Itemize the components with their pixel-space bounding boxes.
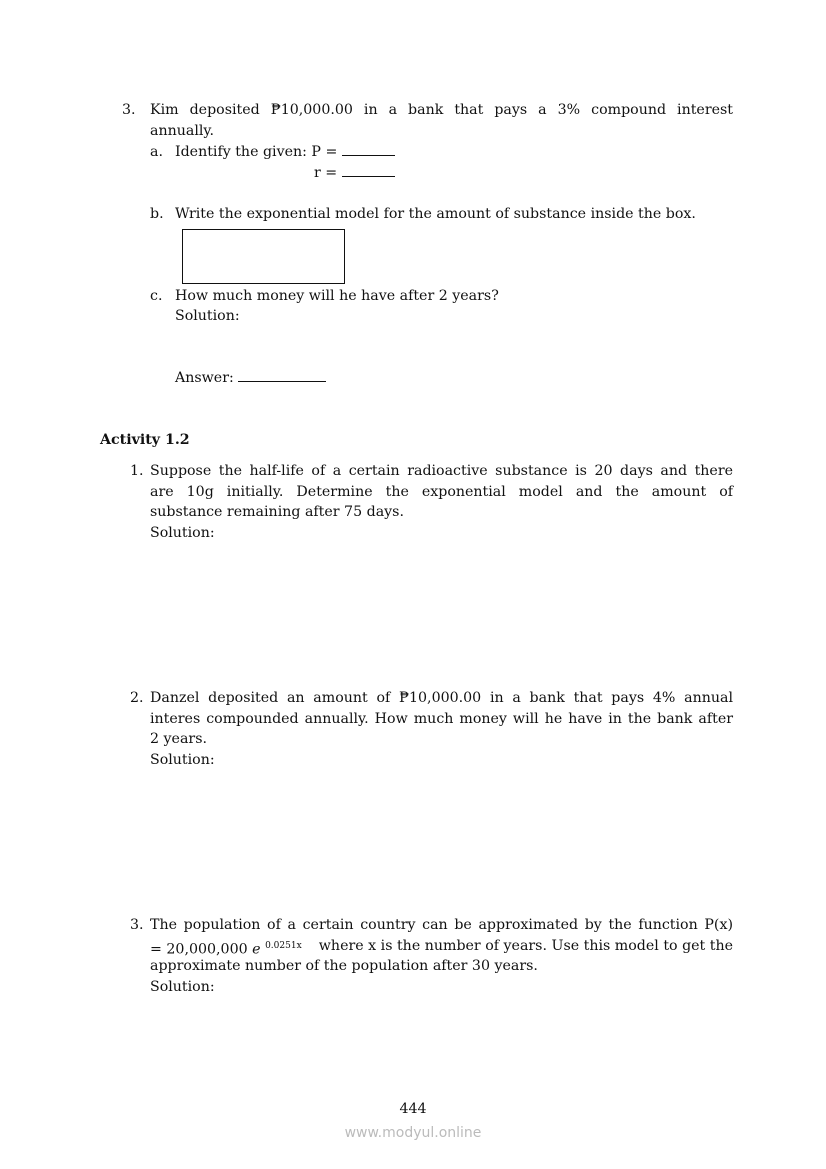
formula-exponent: 0.0251x	[265, 941, 302, 951]
item-text: interes compounded annually. How much money will he have in the bank after	[150, 711, 733, 727]
item-text: substance remaining after 75 days.	[150, 504, 404, 520]
r-line	[314, 164, 395, 182]
item-number: 1.	[130, 463, 144, 479]
answer-line	[175, 369, 326, 387]
item-text: Suppose the half-life of a certain radioactive substance is 20 days and there	[150, 463, 733, 479]
answer-label: Answer:	[175, 370, 234, 386]
page-number: 444	[399, 1101, 427, 1117]
item-text: approximate number of the population after 30 years.	[150, 958, 538, 974]
watermark: www.modyul.online	[344, 1125, 482, 1141]
subitem-c-text: How much money will he have after 2 years?	[175, 288, 499, 304]
item-number: 3.	[130, 917, 144, 933]
question-text: Kim deposited ₱10,000.00 in a bank that pays a 3% compound interest	[150, 102, 733, 118]
solution-label: Solution:	[150, 525, 215, 541]
subitem-letter: c.	[150, 288, 163, 304]
p-blank[interactable]	[342, 143, 395, 156]
formula-text	[150, 937, 302, 959]
question-text: annually.	[150, 123, 215, 139]
item-text: 2 years.	[150, 731, 207, 747]
item-number: 2.	[130, 690, 144, 706]
subitem-letter: b.	[150, 206, 164, 222]
subitem-a-label: Identify the given: P =	[175, 144, 338, 160]
subitem-a-text	[175, 143, 395, 161]
item-formula-line	[150, 937, 733, 959]
formula-e: e	[252, 941, 261, 958]
formula-coefficient: = 20,000,000	[150, 941, 248, 958]
answer-box[interactable]	[182, 229, 345, 284]
item-text: are 10g initially. Determine the exponential model and the amount of	[150, 484, 733, 500]
r-blank[interactable]	[342, 164, 395, 177]
r-label: r =	[314, 165, 338, 181]
activity-heading: Activity 1.2	[100, 432, 190, 448]
solution-label: Solution:	[150, 979, 215, 995]
item-text: where x is the number of years. Use this model to get the	[318, 938, 733, 954]
answer-blank[interactable]	[238, 369, 326, 382]
subitem-b-text: Write the exponential model for the amount of substance inside the box.	[175, 206, 696, 222]
solution-label: Solution:	[150, 752, 215, 768]
solution-label: Solution:	[175, 308, 240, 324]
question-number: 3.	[122, 102, 136, 118]
item-text: The population of a certain country can be approximated by the function P(x)	[150, 917, 733, 933]
item-text: Danzel deposited an amount of ₱10,000.00 in a bank that pays 4% annual	[150, 690, 733, 706]
subitem-letter: a.	[150, 144, 163, 160]
